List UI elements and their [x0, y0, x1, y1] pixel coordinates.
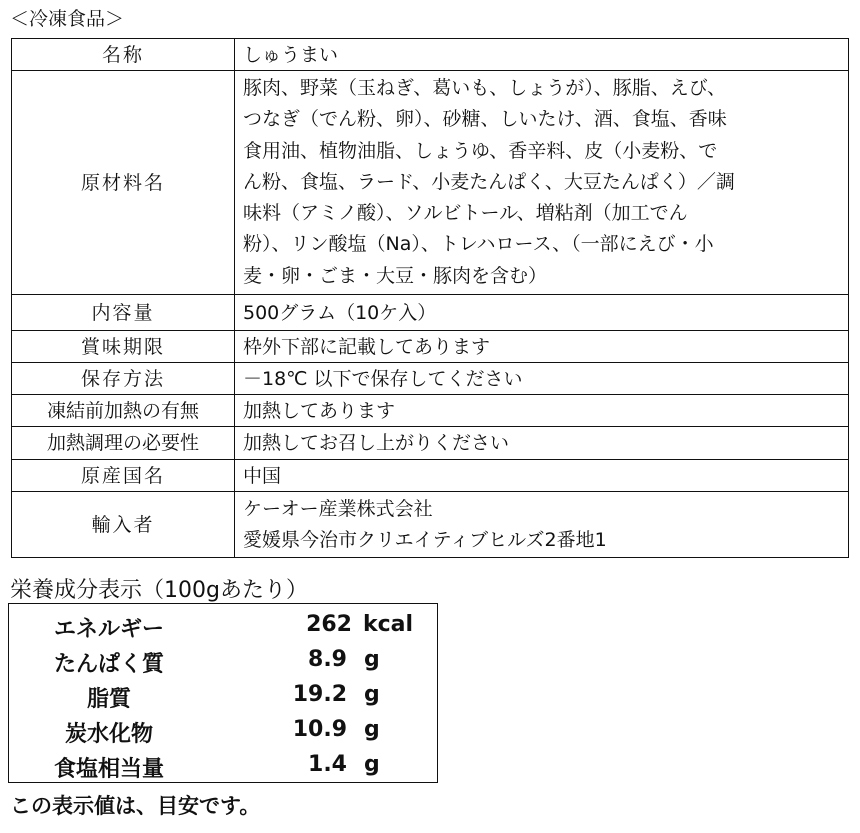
nutrition-name: 炭水化物 [64, 722, 153, 747]
nutrition-row [9, 717, 437, 751]
label-row-content [12, 295, 849, 331]
product-label-table [11, 38, 849, 558]
label-row-cooking [12, 427, 849, 460]
nutrition-value: 19.2 [292, 682, 347, 707]
nutrition-value: 10.9 [292, 717, 347, 742]
label-row-preheat [12, 395, 849, 427]
importer-line: ケーオー産業株式会社 [243, 497, 433, 520]
preheat-value: 加熱してあります [235, 395, 849, 427]
storage-value: －18℃ 以下で保存してください [235, 363, 849, 395]
nutrition-value: 1.4 [308, 752, 347, 777]
cooking-key: 加熱調理の必要性 [12, 427, 235, 460]
importer-key: 輸入者 [12, 492, 235, 558]
storage-key: 保存方法 [12, 363, 235, 395]
label-row-name [12, 39, 849, 71]
origin-key: 原産国名 [12, 460, 235, 492]
ingredients-line: 粉）、リン酸塩（Na）、トレハロース、（一部にえび・小 [243, 233, 714, 256]
label-row-ingredients [12, 71, 849, 295]
footer-note: この表示値は、目安です。 [10, 794, 261, 818]
origin-value: 中国 [235, 460, 849, 492]
preheat-key: 凍結前加熱の有無 [12, 395, 235, 427]
nutrition-box [8, 603, 438, 783]
nutrition-row [9, 682, 437, 716]
label-row-origin [12, 460, 849, 492]
cooking-value: 加熱してお召し上がりください [235, 427, 849, 460]
importer-value [235, 492, 849, 558]
nutrition-value: 8.9 [308, 647, 347, 672]
nutrition-row [9, 647, 437, 681]
ingredients-line: 食用油、植物油脂、しょうゆ、香辛料、皮（小麦粉、で [243, 139, 718, 162]
ingredients-line: 豚肉、野菜（玉ねぎ、葛いも、しょうが）、豚脂、えび、 [243, 77, 726, 100]
content-value: 500グラム（10ケ入） [235, 295, 849, 331]
ingredients-line: つなぎ（でん粉、卵）、砂糖、しいたけ、酒、食塩、香味 [243, 108, 727, 131]
ingredients-line: ん粉、食塩、ラード、小麦たんぱく、大豆たんぱく）／調 [243, 170, 735, 193]
nutrition-unit: g [364, 752, 380, 777]
nutrition-unit: g [364, 682, 380, 707]
expiry-value: 枠外下部に記載してあります [235, 331, 849, 363]
ingredients-key: 原材料名 [12, 71, 235, 295]
name-key: 名称 [12, 39, 235, 71]
nutrition-name: 脂質 [86, 687, 131, 712]
label-row-expiry [12, 331, 849, 363]
ingredients-line: 味料（アミノ酸）、ソルビトール、増粘剤（加工でん [243, 202, 688, 225]
nutrition-name: 食塩相当量 [53, 757, 164, 782]
ingredients-line: 麦・卵・ごま・大豆・豚肉を含む） [243, 264, 548, 287]
nutrition-name: エネルギー [53, 617, 164, 642]
name-value: しゅうまい [235, 39, 849, 71]
expiry-key: 賞味期限 [12, 331, 235, 363]
nutrition-title: 栄養成分表示（100gあたり） [10, 578, 308, 603]
importer-line: 愛媛県今治市クリエイティブヒルズ2番地1 [243, 528, 607, 551]
label-row-importer [12, 492, 849, 558]
nutrition-unit: kcal [363, 612, 414, 637]
nutrition-unit: g [364, 717, 380, 742]
content-key: 内容量 [12, 295, 235, 331]
section-header: ＜冷凍食品＞ [10, 8, 125, 30]
nutrition-row [9, 752, 437, 786]
nutrition-value: 262 [306, 612, 352, 637]
label-row-storage [12, 363, 849, 395]
nutrition-name: たんぱく質 [53, 652, 164, 677]
nutrition-unit: g [364, 647, 380, 672]
ingredients-value [235, 71, 849, 295]
nutrition-row [9, 612, 437, 646]
